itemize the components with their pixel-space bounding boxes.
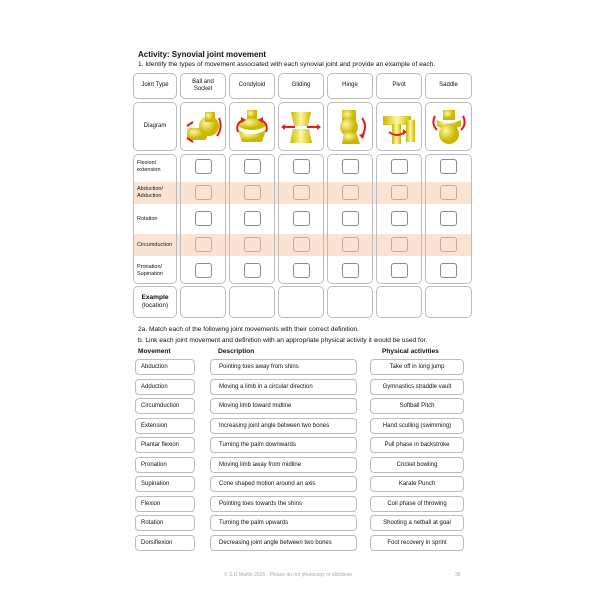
activity-box[interactable]: Pull phase in backstroke (370, 437, 464, 453)
movement-checkbox[interactable] (391, 211, 408, 226)
movement-checkbox[interactable] (440, 263, 457, 278)
description-box[interactable]: Moving limb toward midline (210, 398, 357, 414)
example-input-cell[interactable] (425, 286, 472, 318)
movement-type-label: Rotation (137, 215, 158, 222)
movement-checkbox[interactable] (195, 185, 212, 200)
movement-checkbox[interactable] (244, 263, 261, 278)
instruction-1: 1. Identify the types of movement associated with each synovial joint and provide an example of each. (138, 61, 436, 68)
diagram-label: Diagram (143, 122, 167, 129)
movement-box[interactable]: Dorsiflexion (135, 535, 195, 551)
movement-type-label: Flexion/ extension (137, 160, 161, 173)
description-box[interactable]: Turning the palm upwards (210, 515, 357, 531)
movement-checkbox[interactable] (195, 211, 212, 226)
joint-type-header: Hinge (342, 82, 358, 89)
movement-box[interactable]: Pronation (135, 457, 195, 473)
movement-type-label: Circumduction (137, 241, 173, 248)
movement-checkbox[interactable] (195, 237, 212, 252)
example-input-cell[interactable] (180, 286, 226, 318)
movement-checkbox[interactable] (293, 263, 310, 278)
movement-checkbox[interactable] (440, 159, 457, 174)
activity-box[interactable]: Foot recovery in sprint (370, 535, 464, 551)
gliding-joint-icon (281, 108, 321, 146)
movement-checkbox[interactable] (293, 237, 310, 252)
example-input-cell[interactable] (278, 286, 324, 318)
movement-checkbox[interactable] (391, 159, 408, 174)
movement-checkbox[interactable] (342, 185, 359, 200)
instruction-2b: b. Link each joint movement and definition with an appropriate physical activity it would be used for. (138, 337, 428, 344)
pivot-joint-icon (379, 108, 419, 146)
description-header: Description (218, 348, 255, 355)
joint-type-header: Ball and Socket (192, 78, 214, 92)
footer-copyright: © S.D Martin 2026 - Please do not photocopy or distribute (224, 572, 353, 578)
movement-header: Movement (138, 348, 171, 355)
description-box[interactable]: Moving limb away from midline (210, 457, 357, 473)
movement-checkbox[interactable] (391, 263, 408, 278)
description-box[interactable]: Pointing toes away from shins (210, 359, 357, 375)
movement-box[interactable]: Rotation (135, 515, 195, 531)
activity-box[interactable]: Hand sculling (swimming) (370, 418, 464, 434)
movement-type-label: Abduction/ Adduction (137, 186, 163, 199)
activity-box[interactable]: Karate Punch (370, 476, 464, 492)
example-label (133, 286, 177, 318)
movement-checkbox[interactable] (391, 185, 408, 200)
movement-checkbox[interactable] (440, 211, 457, 226)
description-box[interactable]: Moving a limb in a circular direction (210, 379, 357, 395)
activity-box[interactable]: Shooting a netball at goal (370, 515, 464, 531)
description-box[interactable]: Increasing joint angle between two bones (210, 418, 357, 434)
activity-box[interactable]: Coil phase of throwing (370, 496, 464, 512)
ball-and-socket-joint-icon (183, 108, 223, 146)
description-box[interactable]: Turning the palm downwards (210, 437, 357, 453)
movement-checkbox[interactable] (293, 185, 310, 200)
movement-checkbox[interactable] (244, 211, 261, 226)
description-box[interactable]: Pointing toes towards the shins (210, 496, 357, 512)
movement-box[interactable]: Flexion (135, 496, 195, 512)
movement-type-label: Pronation/ Supination (137, 264, 163, 277)
movement-checkbox[interactable] (244, 159, 261, 174)
example-title: Example (141, 293, 169, 301)
joint-type-header: Condyloid (238, 82, 266, 89)
joint-type-header: Saddle (439, 82, 458, 89)
movement-box[interactable]: Abduction (135, 359, 195, 375)
example-subtitle: (location) (141, 302, 169, 310)
movement-checkbox[interactable] (244, 237, 261, 252)
movement-checkbox[interactable] (342, 211, 359, 226)
movement-checkbox[interactable] (342, 159, 359, 174)
joint-type-header: Gliding (291, 82, 311, 89)
movement-checkbox[interactable] (293, 211, 310, 226)
movement-checkbox[interactable] (440, 237, 457, 252)
page-number: 38 (455, 572, 461, 578)
example-input-cell[interactable] (376, 286, 422, 318)
example-input-cell[interactable] (327, 286, 373, 318)
movement-checkbox[interactable] (342, 263, 359, 278)
activities-header: Physical activities (382, 348, 439, 355)
activity-box[interactable]: Gymnastics straddle vault (370, 379, 464, 395)
movement-checkbox[interactable] (440, 185, 457, 200)
joint-type-header: Pivot (392, 82, 406, 89)
condyloid-joint-icon (232, 108, 272, 146)
activity-box[interactable]: Take off in long jump (370, 359, 464, 375)
activity-box[interactable]: Cricket bowling (370, 457, 464, 473)
activity-box[interactable]: Softball Pitch (370, 398, 464, 414)
movement-checkbox[interactable] (195, 263, 212, 278)
movement-checkbox[interactable] (195, 159, 212, 174)
movement-checkbox[interactable] (342, 237, 359, 252)
hinge-joint-icon (330, 108, 370, 146)
movement-checkbox[interactable] (293, 159, 310, 174)
movement-box[interactable]: Circumduction (135, 398, 195, 414)
movement-box[interactable]: Adduction (135, 379, 195, 395)
example-input-cell[interactable] (229, 286, 275, 318)
movement-checkbox[interactable] (244, 185, 261, 200)
movement-box[interactable]: Supination (135, 476, 195, 492)
movement-box[interactable]: Plantar flexion (135, 437, 195, 453)
joint-type-label: Joint Type (141, 82, 169, 89)
instruction-2a: 2a. Match each of the following joint movements with their correct definition. (138, 326, 360, 333)
description-box[interactable]: Decreasing joint angle between two bones (210, 535, 357, 551)
saddle-joint-icon (429, 108, 469, 146)
movement-box[interactable]: Extension (135, 418, 195, 434)
movement-checkbox[interactable] (391, 237, 408, 252)
activity-title: Activity: Synovial joint movement (138, 50, 267, 59)
description-box[interactable]: Cone shaped motion around an axis (210, 476, 357, 492)
